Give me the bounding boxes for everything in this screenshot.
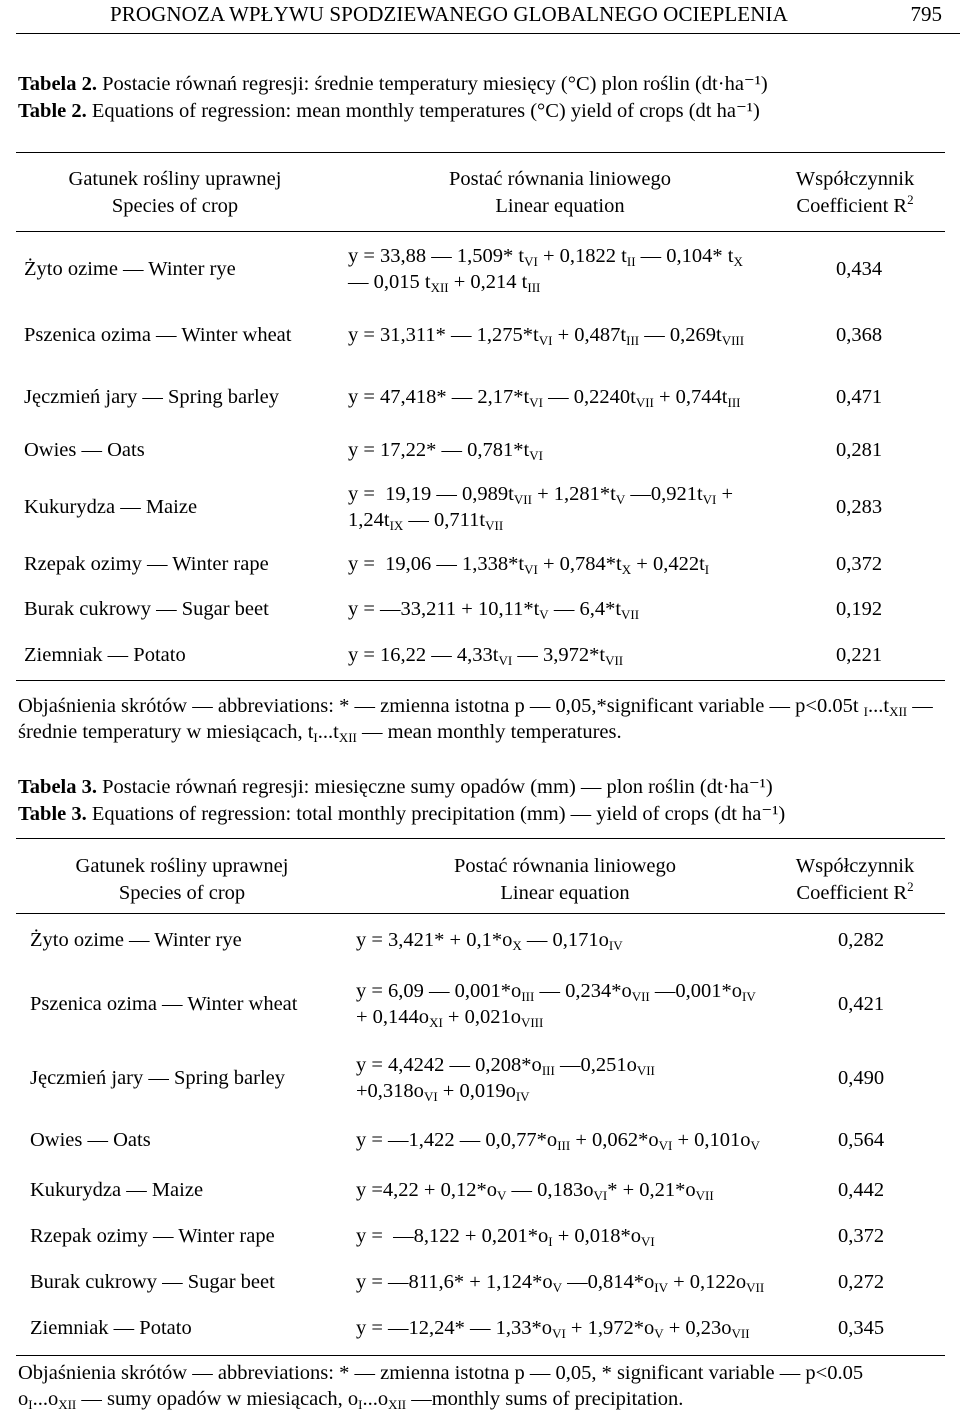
table2-header-coef-en: Coefficient $R^2$ (796, 192, 914, 217)
crop-name: Owies — Oats (24, 439, 145, 461)
crop-name: Burak cukrowy — Sugar beet (24, 598, 269, 620)
equation-cell: y = 47,418* — $2,17*t_{VI}$ — $0,2240t_{VII} + 0,744t_{III}$ (348, 386, 741, 410)
table3-header-coef-pl: Współczynnik (795, 855, 915, 877)
crop-name: Ziemniak — Potato (30, 1317, 192, 1339)
equation-cell: y = —811,6* + $1,124*o_V$ $—0,814*o_{IV} + 0,122o_{VII}$ (356, 1271, 765, 1295)
equation-cell (348, 243, 743, 295)
equation-cell: y = 31,311* — $1,275*t_{VI} + 0,487t_{III}$ — $0,269t_{VIII}$ (348, 324, 745, 348)
crop-name: Pszenica ozima — Winter wheat (24, 324, 292, 346)
r2-value: 0,372 (838, 1225, 885, 1247)
table3-note (18, 1360, 863, 1412)
table3-header-rule (16, 913, 945, 914)
crop-name: Owies — Oats (30, 1129, 151, 1151)
table3-caption-en (18, 801, 785, 826)
r2-value: 0,442 (838, 1179, 885, 1201)
crop-name: Kukurydza — Maize (30, 1179, 204, 1201)
crop-name: Rzepak ozimy — Winter rape (24, 553, 269, 575)
r2-value: 0,345 (838, 1317, 885, 1339)
equation-cell: $y = 3,421* + 0,1*o_X$ — $0,171o_{IV}$ (356, 929, 623, 953)
table3-header-species-en: Species of crop (118, 882, 246, 904)
table2-note-line1: Objaśnienia skrótów — abbreviations: * — zmienna istotna p — 0,05,*significant variable — p<0.05t $_I...t_{XII}$ — (18, 695, 933, 719)
running-header (16, 0, 960, 34)
table2-header-rule (16, 231, 945, 232)
r2-value: 0,372 (836, 553, 883, 575)
equation-line: + $0,144o_{XI} + 0,021o_{VIII}$ (356, 1006, 544, 1030)
equation-line: $1,24t_{IX}$ — $0,711t_{VII}$ (348, 509, 504, 533)
crop-name: Jęczmień jary — Spring barley (24, 386, 280, 408)
table3-header-species-pl: Gatunek rośliny uprawnej (75, 855, 289, 877)
table2-header-species-en: Species of crop (111, 195, 239, 217)
equation-line: y = 6,09 — $0,001*o_{III}$ — $0,234*o_{VII}$ $—0,001*o_{IV}$ (356, 980, 756, 1004)
crop-name: Burak cukrowy — Sugar beet (30, 1271, 275, 1293)
table2-label-en: Table 2. (18, 100, 87, 122)
equation-cell (356, 978, 756, 1030)
table3-header-coef-en: Coefficient $R^2$ (796, 879, 914, 904)
running-title: PROGNOZA WPŁYWU SPODZIEWANEGO GLOBALNEGO OCIEPLENIA (110, 2, 788, 26)
table2-header-coef (770, 166, 940, 220)
equation-line: y = 33,88 — 1,509* $t_{VI} + 0,1822$ $t_{II}$ — 0,104* $t_X$ (348, 245, 743, 269)
equation-cell: y = —33,211 + $10,11*t_V$ — $6,4*t_{VII}$ (348, 598, 640, 622)
table2-top-rule (16, 152, 945, 153)
equation-line: $+0,318o_{VI} + 0,019o_{IV}$ (356, 1080, 530, 1104)
r2-value: 0,490 (838, 1067, 885, 1089)
table2-header-equation-en: Linear equation (495, 195, 625, 217)
table-row (24, 256, 236, 282)
table2-header-species-pl: Gatunek rośliny uprawnej (68, 168, 282, 190)
r2-value: 0,221 (836, 644, 883, 666)
crop-name: Pszenica ozima — Winter wheat (30, 993, 298, 1015)
equation-cell: y = —12,24* — $1,33*o_{VI} + 1,972*o_V + 0,23o_{VII}$ (356, 1317, 750, 1341)
r2-value: 0,282 (838, 929, 885, 951)
r2-value: 0,272 (838, 1271, 885, 1293)
table3-label-en: Table 3. (18, 803, 87, 825)
equation-cell: y = —8,122 + $0,201*o_I + 0,018*o_{VI}$ (356, 1225, 655, 1249)
table2-caption-en-text: Equations of regression: mean monthly temperatures (°C) yield of crops (dt ha⁻¹) (91, 100, 760, 122)
table3-note-line1: Objaśnienia skrótów — abbreviations: * — zmienna istotna p — 0,05, * significant variable — p<0.05 (18, 1362, 864, 1384)
table2-caption-en (18, 98, 760, 123)
equation-line: — 0,015 $t_{XII} + 0,214$ $t_{III}$ (348, 271, 541, 295)
table2-note-line2: średnie temperatury w miesiącach, $t_I...t_{XII}$ — mean monthly temperatures. (18, 721, 622, 745)
equation-line: y = 19,19 — $0,989t_{VII} + 1,281*t_V$ $—0,921t_{VI}$ + (348, 483, 734, 507)
table3-header-coef (770, 853, 940, 907)
equation-cell (356, 1052, 655, 1104)
table2-caption-pl-text: Postacie równań regresji: średnie temperatury miesięcy (°C) plon roślin (dt·ha⁻¹) (102, 73, 768, 95)
table2-label-pl: Tabela 2. (18, 73, 97, 95)
table3-header-equation (385, 853, 745, 907)
crop-name: Rzepak ozimy — Winter rape (30, 1225, 275, 1247)
table2-bottom-rule (16, 680, 945, 681)
table2-header-species (20, 166, 330, 220)
table3-top-rule (16, 838, 945, 839)
table2-caption-pl (18, 71, 768, 96)
crop-name: Jęczmień jary — Spring barley (30, 1067, 286, 1089)
r2-value: 0,283 (836, 496, 883, 518)
equation-cell: $y =4,22 + 0,12*o_V$ — $0,183o_{VI}* + 0,21*o_{VII}$ (356, 1179, 714, 1203)
table2-note (18, 693, 933, 745)
equation-cell: y = 16,22 — $4,33t_{VI}$ — $3,972*t_{VII}$ (348, 644, 624, 668)
table3-bottom-rule (16, 1355, 945, 1356)
table2-header-equation-pl: Postać równania liniowego (448, 168, 672, 190)
table3-header-equation-en: Linear equation (500, 882, 630, 904)
table3-label-pl: Tabela 3. (18, 776, 97, 798)
table3-caption-pl-text: Postacie równań regresji: miesięczne sumy opadów (mm) — plon roślin (dt·ha⁻¹) (102, 776, 773, 798)
equation-cell: y = —1,422 — $0,0,77*o_{III} + 0,062*o_{VI} + 0,101o_V$ (356, 1129, 760, 1153)
table3-caption-en-text: Equations of regression: total monthly precipitation (mm) — yield of crops (dt ha⁻¹) (91, 803, 786, 825)
equation-line: y = 4,4242 — $0,208*o_{III}$ $—0,251o_{VII}$ (356, 1054, 655, 1078)
crop-name: Żyto ozime — Winter rye (24, 258, 236, 280)
r2-value: 0,421 (838, 993, 885, 1015)
equation-cell: y = 19,06 — $1,338*t_{VI} + 0,784*t_X + 0,422t_I$ (348, 553, 710, 577)
crop-name: Kukurydza — Maize (24, 496, 198, 518)
r2-value: 0,281 (836, 439, 883, 461)
crop-name: Żyto ozime — Winter rye (30, 929, 242, 951)
table3-note-line2: $o_I...o_{XII}$ — sumy opadów w miesiącach, $o_I...o_{XII}$ —monthly sums of precipitation. (18, 1388, 684, 1412)
r2-value: 0,471 (836, 386, 883, 408)
equation-cell: y = 17,22* — $0,781*t_{VI}$ (348, 439, 543, 463)
table3-header-species (24, 853, 340, 907)
r2-value: 0,564 (838, 1129, 885, 1151)
table2-header-equation (380, 166, 740, 220)
table2-header-coef-pl: Współczynnik (795, 168, 915, 190)
r2-value: 0,368 (836, 324, 883, 346)
r2-value: 0,192 (836, 598, 883, 620)
crop-name: Ziemniak — Potato (24, 644, 186, 666)
r2-value: 0,434 (836, 258, 883, 280)
page-number: 795 (910, 2, 942, 26)
equation-cell (348, 481, 733, 533)
table3-header-equation-pl: Postać równania liniowego (453, 855, 677, 877)
table3-caption-pl (18, 774, 773, 799)
